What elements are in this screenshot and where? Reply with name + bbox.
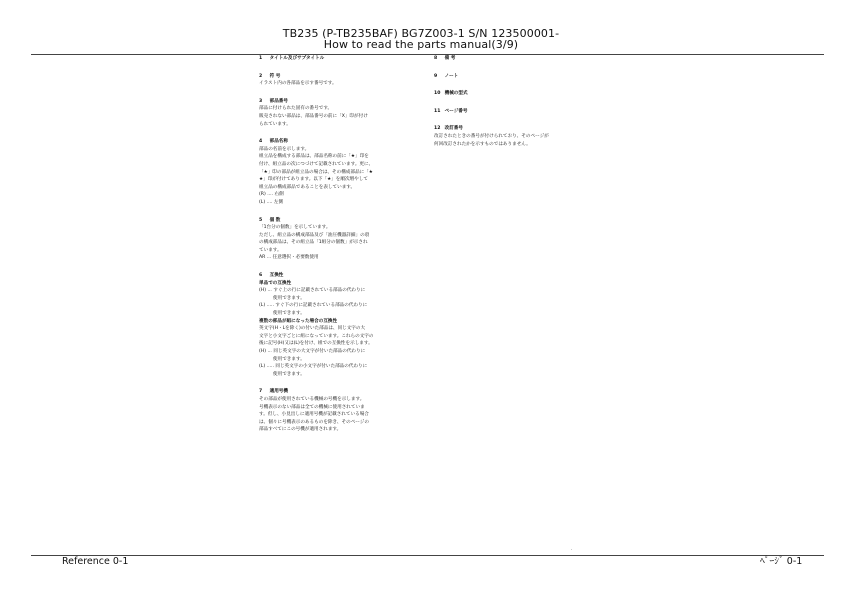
paragraph: 英文字(H・Lを除く)の付いた部品は、同じ文字の大 文字と小文字ごとに組になっています。これらの文字の 後に記号(H)又は(L)を付け、組での互換性を示します。 bbox=[259, 326, 374, 347]
paragraph: その部品が使用されている機械の号機を示します。 号機表示のない部品は全ての機械に使用されていま す。但し、小見出しに適用号機が記載されている場合 は、個々に号機表示のあるものを除き、そのページの 部品すべてにこの号機が適用されます。 bbox=[259, 396, 369, 433]
section-heading bbox=[259, 73, 434, 81]
left-column bbox=[259, 55, 434, 444]
section-title: 備 考 bbox=[444, 56, 456, 61]
paragraph: 「1台分の個数」を示しています。 ただし、組立品の構成部品及び「油圧機器詳細」の項 の構成部品は、その組立品「1組分の個数」が示され ています。 bbox=[259, 225, 370, 253]
document-header bbox=[0, 28, 842, 50]
section-heading bbox=[434, 125, 584, 133]
section-heading bbox=[434, 55, 584, 63]
legend-item: (H) ... 同じ英文字の大文字が付いた部品の代わりに 使用できます。 bbox=[259, 349, 366, 362]
section-heading bbox=[259, 388, 434, 396]
section-number: 5 bbox=[259, 217, 263, 223]
section-11 bbox=[434, 108, 584, 116]
section-number: 1 bbox=[259, 56, 263, 61]
section-2 bbox=[259, 73, 434, 88]
section-heading bbox=[259, 217, 434, 225]
section-heading bbox=[434, 73, 584, 81]
legend-item: (H) ... すぐ上の行に記載されている部品の代わりに 使用できます。 bbox=[259, 288, 366, 301]
section-1 bbox=[259, 55, 434, 63]
section-number: 8 bbox=[434, 56, 438, 61]
section-number: 6 bbox=[259, 273, 263, 279]
section-heading bbox=[259, 55, 434, 63]
header-model-line: TB235 (P-TB235BAF) BG7Z003-1 S/N 123500001- bbox=[282, 27, 560, 40]
section-heading bbox=[259, 272, 434, 280]
subheading: 複数の部品が組になった場合の互換性 bbox=[259, 318, 338, 324]
section-title: 個 数 bbox=[269, 217, 281, 223]
paragraph: 部品の名前を示します。 組立品を構成する部品は、部品名称の前に「★」印を 付け、組立品の次につづけて記載されています。更に、 「★」印の部品が組立品の場合は、その構成部品に「★ ★」印が付けてあります。以下「★」を順次増やして 組立品の構成部品であることを表しています。 bbox=[259, 146, 374, 190]
section-9 bbox=[434, 73, 584, 81]
section-title: ページ番号 bbox=[444, 108, 468, 114]
section-title: 機械の型式 bbox=[444, 91, 468, 97]
section-number: 7 bbox=[259, 389, 263, 395]
stray-mark bbox=[571, 549, 572, 550]
section-4 bbox=[259, 138, 434, 206]
paragraph: AR ... 任意選択・必要数使用 bbox=[259, 255, 319, 261]
section-heading bbox=[259, 98, 434, 106]
section-number: 4 bbox=[259, 139, 263, 145]
paragraph: 改訂されたときの番号が付けられており、そのページが 何回改訂されたかを示すものではありません。 bbox=[434, 133, 549, 147]
section-10 bbox=[434, 90, 584, 98]
section-5 bbox=[259, 217, 434, 263]
section-number: 2 bbox=[259, 73, 263, 79]
section-title: タイトル及びサブタイトル bbox=[269, 56, 325, 61]
section-number: 12 bbox=[434, 126, 441, 132]
section-title: 互換性 bbox=[269, 273, 284, 279]
section-3 bbox=[259, 98, 434, 128]
right-column bbox=[434, 55, 584, 158]
section-12 bbox=[434, 125, 584, 148]
section-title: 部品名称 bbox=[269, 139, 288, 145]
footer-rule bbox=[31, 555, 824, 556]
section-title: ノート bbox=[444, 73, 459, 79]
section-title: 符 号 bbox=[269, 73, 281, 79]
footer-reference: Reference 0-1 bbox=[62, 556, 129, 567]
paragraph: 部品に付けられた固有の番号です。 販売されない部品は、部品番号の前に「X」印が付け られています。 bbox=[259, 106, 368, 127]
section-7 bbox=[259, 388, 434, 434]
section-heading bbox=[259, 138, 434, 146]
page-title: How to read the parts manual(3/9) bbox=[323, 38, 519, 51]
section-number: 11 bbox=[434, 108, 441, 114]
section-title: 適用号機 bbox=[269, 389, 288, 395]
section-number: 3 bbox=[259, 98, 263, 104]
section-title: 改訂番号 bbox=[444, 126, 463, 132]
paragraph: (R) .... 右側 (L) .... 左側 bbox=[259, 192, 284, 205]
footer-page-number: ﾍﾟｰｼﾞ 0-1 bbox=[760, 556, 803, 567]
section-number: 9 bbox=[434, 73, 438, 79]
section-title: 部品番号 bbox=[269, 98, 288, 104]
section-number: 10 bbox=[434, 91, 441, 97]
paragraph: イラスト内の各部品を示す番号です。 bbox=[259, 81, 337, 87]
subheading: 単品での互換性 bbox=[259, 280, 292, 286]
section-6 bbox=[259, 272, 434, 378]
section-8 bbox=[434, 55, 584, 63]
section-heading bbox=[434, 90, 584, 98]
section-heading bbox=[434, 108, 584, 116]
legend-item: (L) ..... すぐ下の行に記載されている部品の代わりに 使用できます。 bbox=[259, 303, 368, 317]
legend-item: (L) ..... 同じ英文字の小文字が付いた部品の代わりに 使用できます。 bbox=[259, 364, 368, 377]
